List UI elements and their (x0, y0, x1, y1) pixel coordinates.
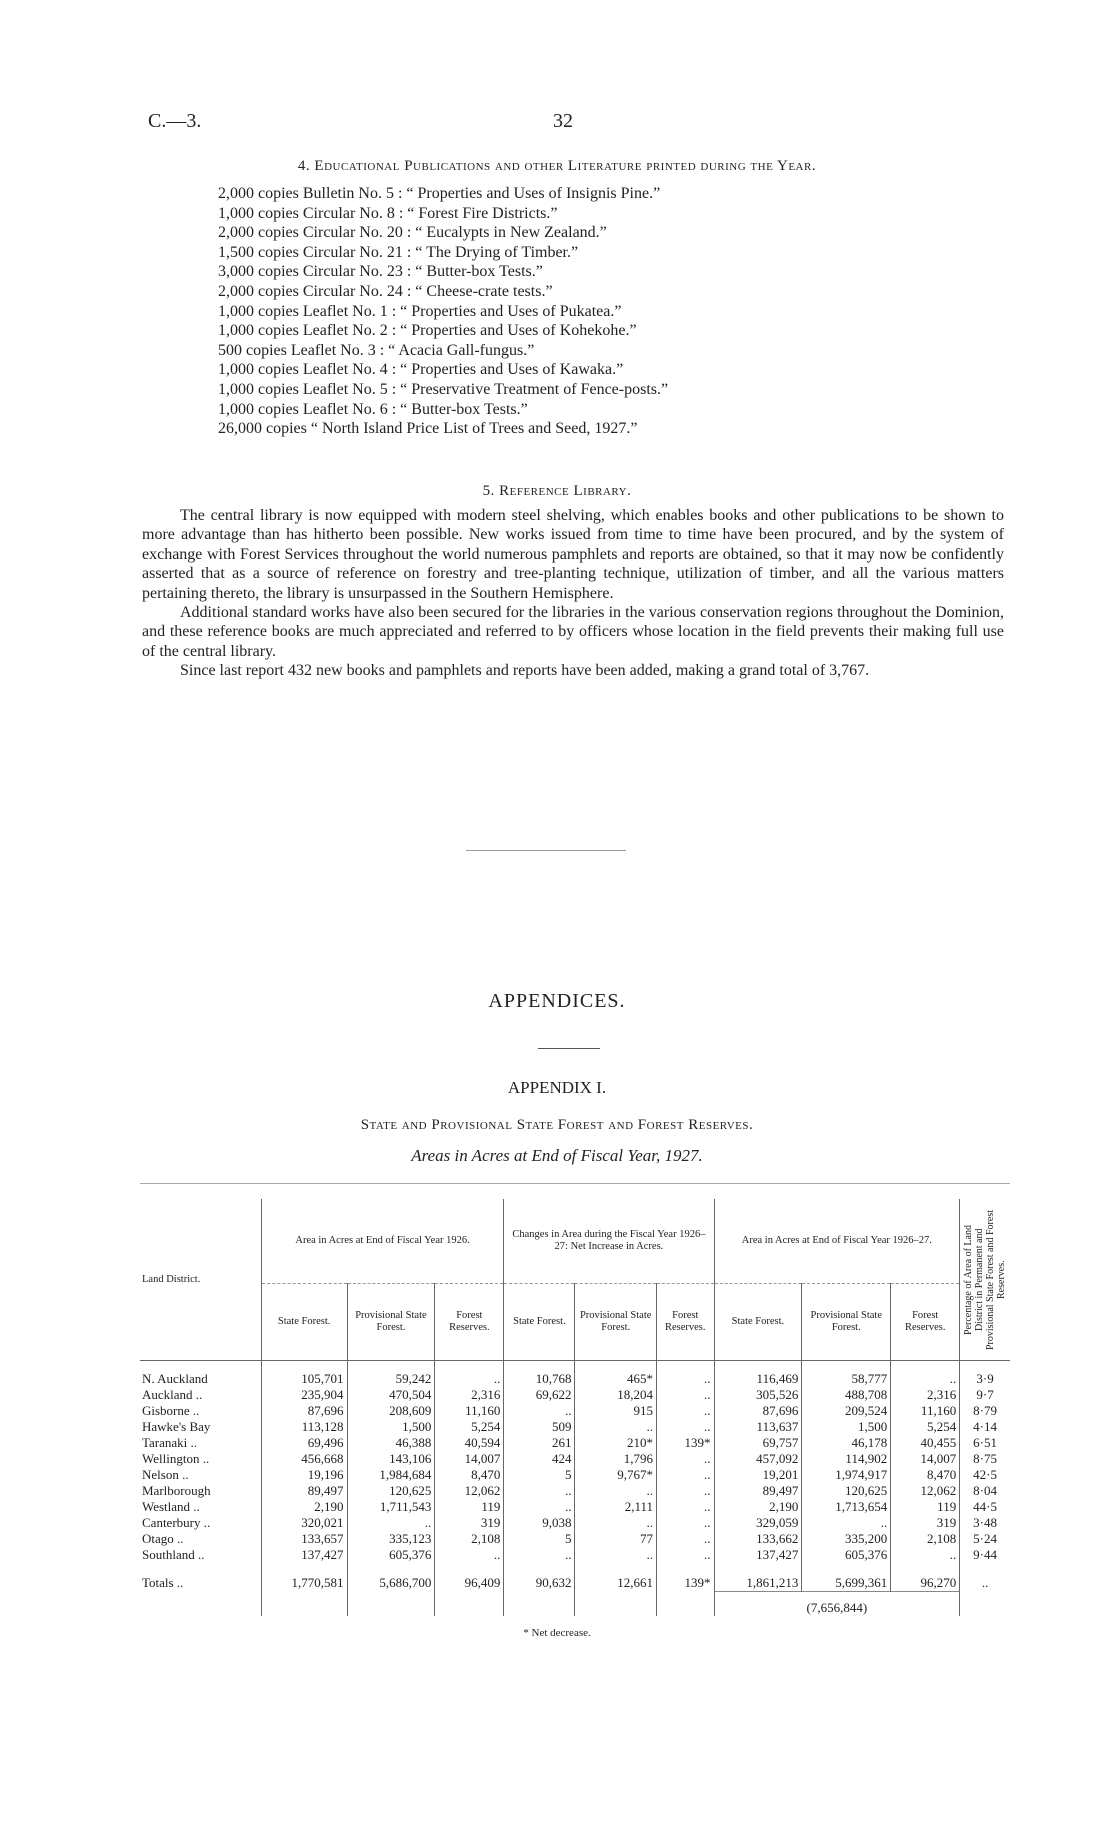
value-cell: 2,190 (714, 1499, 802, 1515)
section-4-title: 4. Educational Publications and other Literature printed during the Year. (297, 158, 817, 174)
value-cell: .. (656, 1515, 714, 1531)
value-cell: 69,496 (261, 1435, 347, 1451)
publication-item: 1,000 copies Leaflet No. 2 : “ Properties and Uses of Kohekohe.” (218, 322, 637, 340)
value-cell: 12,661 (575, 1569, 657, 1592)
table-row (140, 1515, 1010, 1531)
table-row (140, 1371, 1010, 1387)
value-cell: .. (891, 1371, 960, 1387)
value-cell: 488,708 (802, 1387, 891, 1403)
value-cell: 6·51 (960, 1435, 1010, 1451)
grand-total-row (140, 1592, 1010, 1617)
value-cell: 119 (435, 1499, 504, 1515)
divider (466, 850, 626, 851)
land-district-header: Land District. (140, 1199, 261, 1361)
value-cell: 113,128 (261, 1419, 347, 1435)
footnote: * Net decrease. (523, 1627, 591, 1639)
district-cell: Nelson .. (142, 1467, 189, 1482)
value-cell: .. (656, 1483, 714, 1499)
report-code: C.—3. (148, 110, 202, 132)
value-cell: 3·48 (960, 1515, 1010, 1531)
value-cell: 87,696 (714, 1403, 802, 1419)
value-cell: 12,062 (435, 1483, 504, 1499)
district-cell: N. Auckland (142, 1371, 208, 1386)
value-cell: 5 (504, 1531, 575, 1547)
value-cell: 208,609 (347, 1403, 435, 1419)
value-cell: 2,316 (891, 1387, 960, 1403)
table-row (140, 1451, 1010, 1467)
value-cell: 335,123 (347, 1531, 435, 1547)
area-1927-header: Area in Acres at End of Fiscal Year 1926–27. (714, 1199, 960, 1284)
col-reserves-1926: Forest Reserves. (435, 1284, 504, 1361)
value-cell: 19,201 (714, 1467, 802, 1483)
value-cell: .. (656, 1467, 714, 1483)
value-cell: 329,059 (714, 1515, 802, 1531)
value-cell: 10,768 (504, 1371, 575, 1387)
table-row (140, 1387, 1010, 1403)
col-reserves-1927: Forest Reserves. (891, 1284, 960, 1361)
value-cell: 58,777 (802, 1371, 891, 1387)
value-cell: .. (960, 1569, 1010, 1592)
table-row (140, 1547, 1010, 1563)
value-cell: 509 (504, 1419, 575, 1435)
value-cell: 40,594 (435, 1435, 504, 1451)
district-cell: Canterbury .. (142, 1515, 211, 1530)
value-cell: 5,254 (435, 1419, 504, 1435)
table-row (140, 1419, 1010, 1435)
page-number: 32 (553, 110, 573, 132)
table-row (140, 1403, 1010, 1419)
value-cell: .. (575, 1483, 657, 1499)
publication-item: 500 copies Leaflet No. 3 : “ Acacia Gall-fungus.” (218, 341, 535, 359)
value-cell: .. (575, 1419, 657, 1435)
publication-item: 1,000 copies Leaflet No. 6 : “ Butter-box Tests.” (218, 400, 528, 418)
divider (538, 1048, 600, 1049)
value-cell: 1,500 (802, 1419, 891, 1435)
value-cell: 113,637 (714, 1419, 802, 1435)
value-cell: 319 (891, 1515, 960, 1531)
value-cell: 8·04 (960, 1483, 1010, 1499)
value-cell: .. (504, 1499, 575, 1515)
district-cell: Wellington .. (142, 1451, 210, 1466)
value-cell: 139* (656, 1569, 714, 1592)
value-cell: .. (656, 1547, 714, 1563)
value-cell: .. (891, 1547, 960, 1563)
value-cell: 105,701 (261, 1371, 347, 1387)
value-cell: 5 (504, 1467, 575, 1483)
value-cell: 14,007 (435, 1451, 504, 1467)
value-cell: .. (656, 1531, 714, 1547)
col-reserves-change: Forest Reserves. (656, 1284, 714, 1361)
value-cell: .. (435, 1371, 504, 1387)
col-state-forest-1926: State Forest. (261, 1284, 347, 1361)
district-cell: Auckland .. (142, 1387, 203, 1402)
district-cell: Taranaki .. (142, 1435, 198, 1450)
value-cell: 457,092 (714, 1451, 802, 1467)
value-cell: .. (347, 1515, 435, 1531)
value-cell: 40,455 (891, 1435, 960, 1451)
col-state-forest-change: State Forest. (504, 1284, 575, 1361)
value-cell: 2,190 (261, 1499, 347, 1515)
value-cell: 2,316 (435, 1387, 504, 1403)
district-cell: Gisborne .. (142, 1403, 200, 1418)
value-cell: 261 (504, 1435, 575, 1451)
value-cell: 2,108 (891, 1531, 960, 1547)
publication-item: 2,000 copies Circular No. 24 : “ Cheese-crate tests.” (218, 282, 553, 300)
value-cell: 320,021 (261, 1515, 347, 1531)
value-cell: 456,668 (261, 1451, 347, 1467)
value-cell: 120,625 (802, 1483, 891, 1499)
percentage-header: Percentage of Area of Land District in Permanent and Provisional State Forest and Forest Reserves. (960, 1199, 1010, 1361)
appendix-subtitle: Areas in Acres at End of Fiscal Year, 1927. (411, 1146, 703, 1165)
district-cell: Marlborough (142, 1483, 211, 1498)
value-cell: 319 (435, 1515, 504, 1531)
area-1926-header: Area in Acres at End of Fiscal Year 1926. (261, 1199, 504, 1284)
value-cell: 209,524 (802, 1403, 891, 1419)
publication-item: 26,000 copies “ North Island Price List of Trees and Seed, 1927.” (218, 420, 638, 438)
totals-row (140, 1569, 1010, 1592)
value-cell: .. (656, 1419, 714, 1435)
value-cell: .. (504, 1403, 575, 1419)
value-cell: 4·14 (960, 1419, 1010, 1435)
value-cell: 915 (575, 1403, 657, 1419)
appendix-title: State and Provisional State Forest and Forest Reserves. (360, 1117, 754, 1133)
district-cell: Totals .. (142, 1575, 184, 1591)
changes-header: Changes in Area during the Fiscal Year 1926–27: Net Increase in Acres. (504, 1199, 714, 1284)
paragraph: Additional standard works have also been secured for the libraries in the various conservation regions throughout the Dominion, and these reference books are much appreciated and referred to by officers whose location in the field prevents their making full use of the central library. (142, 604, 1004, 660)
publications-list (218, 184, 1018, 439)
value-cell: 1,770,581 (261, 1569, 347, 1592)
col-state-forest-1927: State Forest. (714, 1284, 802, 1361)
value-cell: 9·7 (960, 1387, 1010, 1403)
value-cell: 465* (575, 1371, 657, 1387)
value-cell: .. (656, 1371, 714, 1387)
value-cell: .. (575, 1547, 657, 1563)
value-cell: 9·44 (960, 1547, 1010, 1563)
value-cell: 335,200 (802, 1531, 891, 1547)
value-cell: .. (656, 1387, 714, 1403)
value-cell: 3·9 (960, 1371, 1010, 1387)
value-cell: 114,902 (802, 1451, 891, 1467)
grand-total: (7,656,844) (714, 1592, 960, 1617)
value-cell: 69,757 (714, 1435, 802, 1451)
value-cell: .. (504, 1547, 575, 1563)
value-cell: 1,984,684 (347, 1467, 435, 1483)
value-cell: .. (802, 1515, 891, 1531)
value-cell: .. (575, 1515, 657, 1531)
library-paragraphs (142, 506, 1004, 681)
paragraph: Since last report 432 new books and pamphlets and reports have been added, making a grand total of 3,767. (180, 662, 870, 680)
value-cell: 120,625 (347, 1483, 435, 1499)
value-cell: 1,711,543 (347, 1499, 435, 1515)
publication-item: 1,000 copies Leaflet No. 5 : “ Preservative Treatment of Fence-posts.” (218, 380, 669, 398)
value-cell: 1,974,917 (802, 1467, 891, 1483)
value-cell: 77 (575, 1531, 657, 1547)
value-cell: 11,160 (435, 1403, 504, 1419)
publication-item: 2,000 copies Circular No. 20 : “ Eucalypts in New Zealand.” (218, 224, 607, 242)
value-cell: 59,242 (347, 1371, 435, 1387)
district-cell: Southland .. (142, 1547, 205, 1562)
value-cell: 424 (504, 1451, 575, 1467)
value-cell: 89,497 (261, 1483, 347, 1499)
value-cell: 90,632 (504, 1569, 575, 1592)
value-cell: 89,497 (714, 1483, 802, 1499)
publication-item: 1,000 copies Leaflet No. 4 : “ Properties and Uses of Kawaka.” (218, 361, 624, 379)
value-cell: 2,111 (575, 1499, 657, 1515)
value-cell: 139* (656, 1435, 714, 1451)
value-cell: 137,427 (714, 1547, 802, 1563)
value-cell: 96,270 (891, 1569, 960, 1592)
value-cell: 8·75 (960, 1451, 1010, 1467)
value-cell: 305,526 (714, 1387, 802, 1403)
value-cell: 69,622 (504, 1387, 575, 1403)
col-provisional-change: Provisional State Forest. (575, 1284, 657, 1361)
value-cell: 1,796 (575, 1451, 657, 1467)
value-cell: 605,376 (802, 1547, 891, 1563)
value-cell: 235,904 (261, 1387, 347, 1403)
col-provisional-1927: Provisional State Forest. (802, 1284, 891, 1361)
col-provisional-1926: Provisional State Forest. (347, 1284, 435, 1361)
publication-item: 1,000 copies Leaflet No. 1 : “ Properties and Uses of Pukatea.” (218, 302, 622, 320)
value-cell: .. (656, 1403, 714, 1419)
publication-item: 1,000 copies Circular No. 8 : “ Forest Fire Districts.” (218, 204, 558, 222)
value-cell: 9,767* (575, 1467, 657, 1483)
value-cell: 9,038 (504, 1515, 575, 1531)
publication-item: 1,500 copies Circular No. 21 : “ The Drying of Timber.” (218, 243, 579, 261)
value-cell: 133,657 (261, 1531, 347, 1547)
value-cell: 42·5 (960, 1467, 1010, 1483)
value-cell: 5·24 (960, 1531, 1010, 1547)
district-cell: Westland .. (142, 1499, 200, 1514)
value-cell: 8,470 (435, 1467, 504, 1483)
value-cell: 44·5 (960, 1499, 1010, 1515)
district-cell: Hawke's Bay (142, 1419, 211, 1434)
table-row (140, 1435, 1010, 1451)
value-cell: 1,861,213 (714, 1569, 802, 1592)
value-cell: 143,106 (347, 1451, 435, 1467)
paragraph: The central library is now equipped with modern steel shelving, which enables books and other publications to be shown to more advantage than has hitherto been possible. New works issued from time to time have been procured, and by the system of exchange with Forest Services throughout the world numerous pamphlets and reports are obtained, so that it may now be confidently asserted that as a source of reference on forestry and tree-planting technique, utilization of timber, and all the various matters pertaining thereto, the library is unsurpassed in the Southern Hemisphere. (142, 507, 1004, 602)
value-cell: 12,062 (891, 1483, 960, 1499)
value-cell: 46,388 (347, 1435, 435, 1451)
value-cell: .. (435, 1547, 504, 1563)
value-cell: 5,254 (891, 1419, 960, 1435)
value-cell: 19,196 (261, 1467, 347, 1483)
value-cell: 14,007 (891, 1451, 960, 1467)
value-cell: 8·79 (960, 1403, 1010, 1419)
value-cell: 133,662 (714, 1531, 802, 1547)
value-cell: 8,470 (891, 1467, 960, 1483)
publication-item: 3,000 copies Circular No. 23 : “ Butter-box Tests.” (218, 263, 543, 281)
table-row (140, 1467, 1010, 1483)
section-5-title: 5. Reference Library. (482, 483, 632, 499)
table-top-rule (140, 1183, 1010, 1184)
value-cell: 11,160 (891, 1403, 960, 1419)
value-cell: 18,204 (575, 1387, 657, 1403)
appendices-heading: APPENDICES. (488, 990, 626, 1012)
value-cell: 5,699,361 (802, 1569, 891, 1592)
district-cell: Otago .. (142, 1531, 184, 1546)
table-row (140, 1531, 1010, 1547)
value-cell: 2,108 (435, 1531, 504, 1547)
value-cell: 605,376 (347, 1547, 435, 1563)
value-cell: 137,427 (261, 1547, 347, 1563)
table-row (140, 1499, 1010, 1515)
appendix-label: APPENDIX I. (507, 1078, 607, 1097)
value-cell: 87,696 (261, 1403, 347, 1419)
value-cell: .. (504, 1483, 575, 1499)
publication-item: 2,000 copies Bulletin No. 5 : “ Properties and Uses of Insignis Pine.” (218, 185, 661, 202)
value-cell: 1,713,654 (802, 1499, 891, 1515)
value-cell: 116,469 (714, 1371, 802, 1387)
value-cell: .. (656, 1499, 714, 1515)
forest-area-table (140, 1199, 1010, 1616)
value-cell: 46,178 (802, 1435, 891, 1451)
value-cell: 470,504 (347, 1387, 435, 1403)
value-cell: 119 (891, 1499, 960, 1515)
value-cell: 5,686,700 (347, 1569, 435, 1592)
table-row (140, 1483, 1010, 1499)
value-cell: .. (656, 1451, 714, 1467)
value-cell: 96,409 (435, 1569, 504, 1592)
value-cell: 1,500 (347, 1419, 435, 1435)
value-cell: 210* (575, 1435, 657, 1451)
